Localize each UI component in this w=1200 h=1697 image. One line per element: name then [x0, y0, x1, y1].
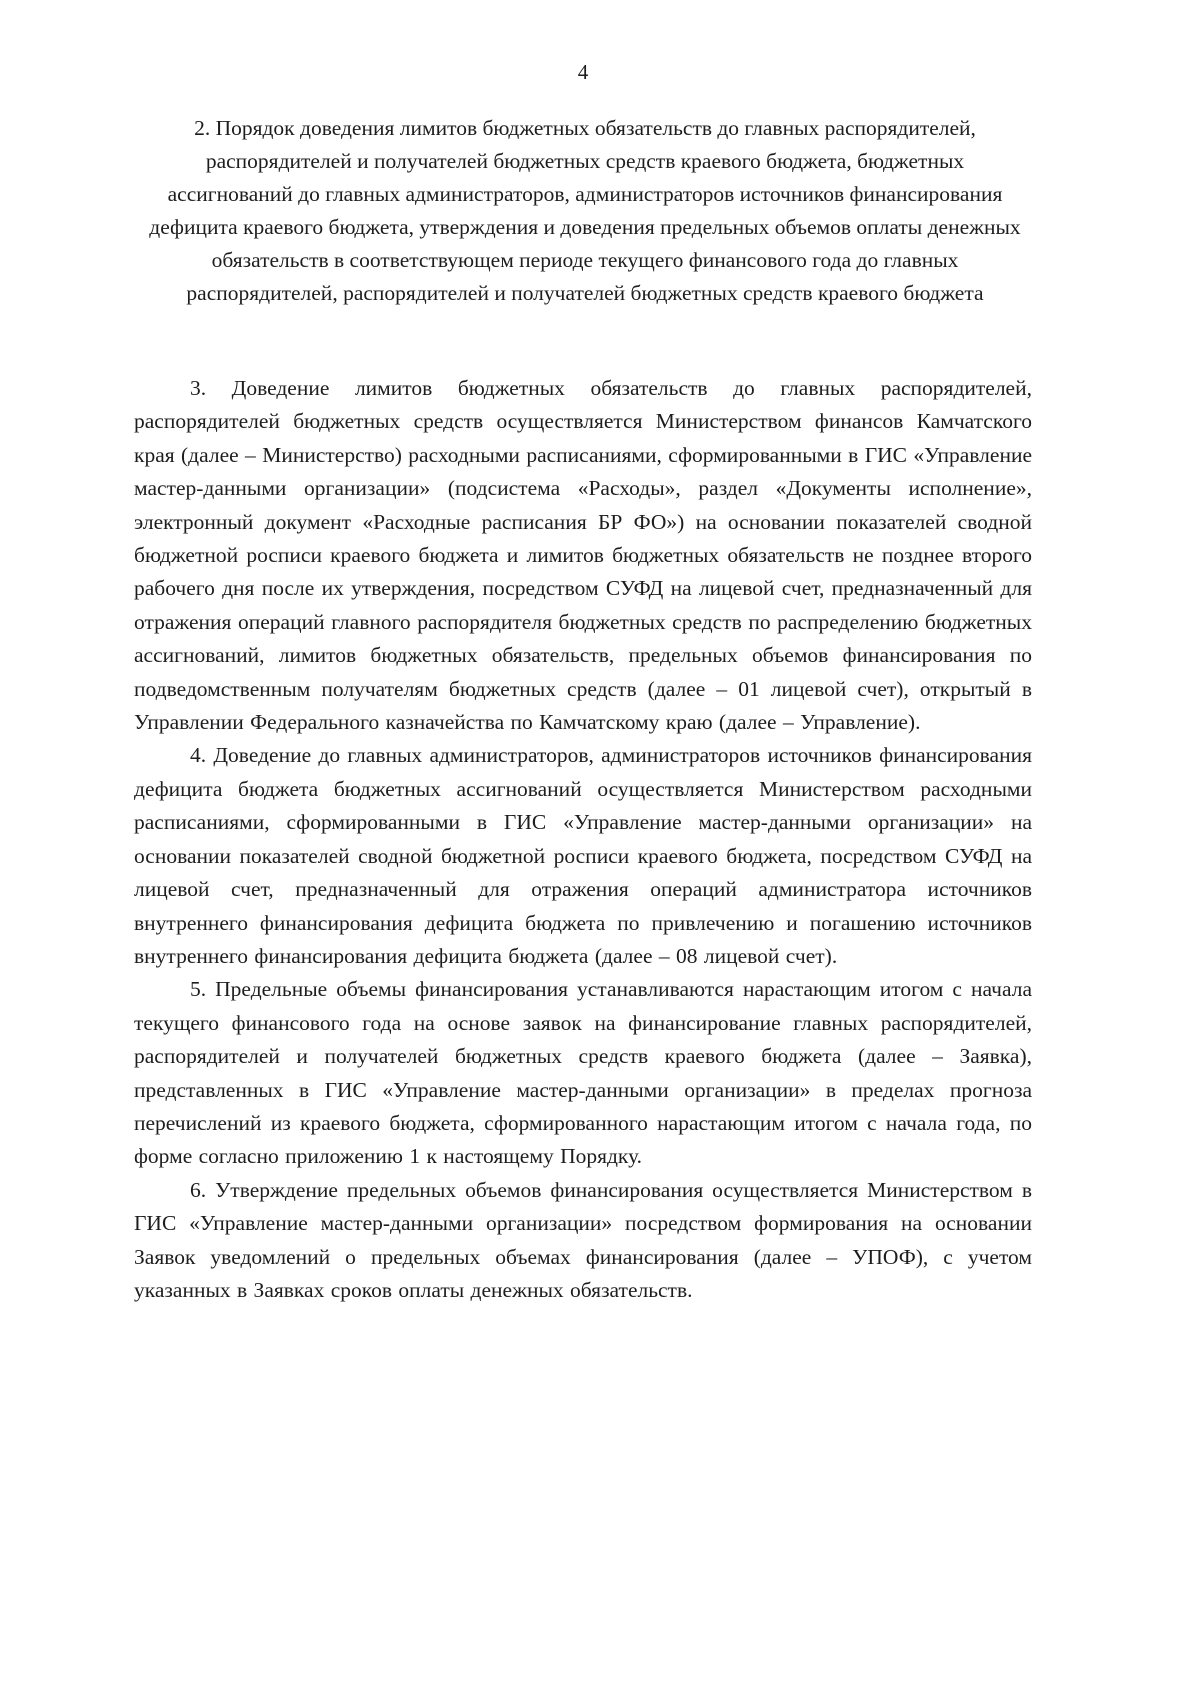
paragraph-6: 6. Утверждение предельных объемов финансирования осуществляется Министерством в ГИС «Управление мастер-данными организации» посредством формирования на основании Заявок уведомлений о предельных объемах финансирования (далее – УПОФ), с учетом указанных в Заявках сроков оплаты денежных обязательств. — [134, 1177, 1032, 1302]
paragraph-3: 3. Доведение лимитов бюджетных обязательств до главных распорядителей, распорядителей бюджетных средств осуществляется Министерством финансов Камчатского края (далее – Министерство) расходными расписаниями, сформированными в ГИС «Управление мастер-данными организации» (подсистема «Расходы», раздел «Документы исполнение», электронный документ «Расходные расписания БР ФО») на основании показателей сводной бюджетной росписи краевого бюджета и лимитов бюджетных обязательств не позднее второго рабочего дня после их утверждения, посредством СУФД на лицевой счет, предназначенный для отражения операций главного распорядителя бюджетных средств по распределению бюджетных ассигнований, лимитов бюджетных обязательств, предельных объемов финансирования по подведомственным получателям бюджетных средств (далее – 01 лицевой счет), открытый в Управлении Федерального казначейства по Камчатскому краю (далее – Управление). — [134, 376, 1032, 735]
page-number: 4 — [577, 60, 589, 84]
document-body — [134, 372, 1032, 1307]
paragraph-4: 4. Доведение до главных администраторов, администраторов источников финансирования дефицита бюджета бюджетных ассигнований осуществляется Министерством расходными расписаниями, сформированными в ГИС «Управление мастер-данными организации» на основании показателей сводной бюджетной росписи краевого бюджета, посредством СУФД на лицевой счет, предназначенный для отражения операций администратора источников внутреннего финансирования дефицита бюджета по привлечению и погашению источников внутреннего финансирования дефицита бюджета (далее – 08 лицевой счет). — [134, 743, 1032, 968]
section-heading: 2. Порядок доведения лимитов бюджетных обязательств до главных распорядителей, распорядителей и получателей бюджетных средств краевого бюджета, бюджетных ассигнований до главных администраторов, администраторов источников финансирования дефицита краевого бюджета, утверждения и доведения предельных объемов оплаты денежных обязательств в соответствующем периоде текущего финансового года до главных распорядителей, распорядителей и получателей бюджетных средств краевого бюджета — [149, 116, 1021, 305]
heading-gap — [134, 310, 1032, 372]
paragraph-5: 5. Предельные объемы финансирования устанавливаются нарастающим итогом с начала текущего финансового года на основе заявок на финансирование главных распорядителей, распорядителей и получателей бюджетных средств краевого бюджета (далее – Заявка), представленных в ГИС «Управление мастер-данными организации» в пределах прогноза перечислений из краевого бюджета, сформированного нарастающим итогом с начала года, по форме согласно приложению 1 к настоящему Порядку. — [134, 977, 1032, 1169]
